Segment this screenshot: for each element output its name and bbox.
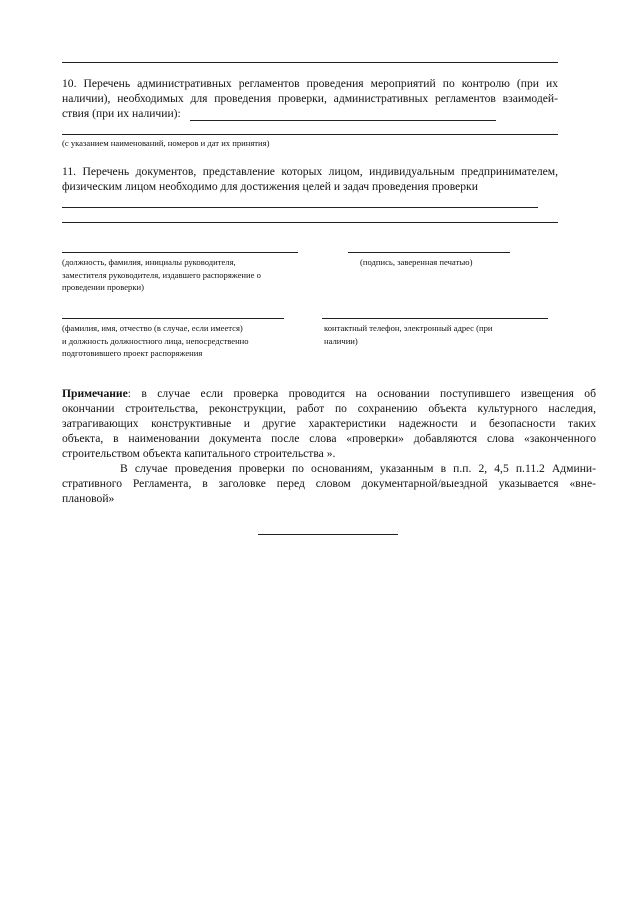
- note-block: [62, 386, 596, 506]
- section-10-line-2: наличии), необходимых для проведения проверки, административных регламентов взаимодей-: [62, 92, 558, 105]
- note-p2-line-3: плановой»: [62, 492, 115, 505]
- official-caption: [62, 322, 312, 360]
- section-10-blank-line: [62, 134, 558, 135]
- section-11-line-1: 11. Перечень документов, представление которых лицом, индивидуальным предпринимателем,: [62, 165, 558, 178]
- stamp-signature-line: [348, 252, 510, 253]
- sign-caption: (подпись, заверенная печатью): [360, 257, 473, 267]
- top-blank-line: [62, 62, 558, 63]
- note-p2-line-2: стративного Регламента, в заголовке перед словом документарной/выездной указывается «вне-: [62, 477, 596, 490]
- section-10-line-3: ствия (при их наличии):: [62, 107, 181, 120]
- head-signature-line: [62, 252, 298, 253]
- note-line-5: строительством объекта капитального строительства ».: [62, 447, 336, 460]
- end-rule: [258, 534, 398, 535]
- section-11-text: [62, 164, 558, 194]
- note-label: Примечание: [62, 387, 128, 400]
- head-caption-line-2: заместителя руководителя, издавшего распоряжение о: [62, 269, 261, 280]
- contact-line: [322, 318, 548, 319]
- section-11-line-2: физическим лицом необходимо для достижения целей и задач проведения проверки: [62, 180, 478, 193]
- note-line-4: объекта, в наименовании документа после слова «проверки» добавляются слова «законченного: [62, 432, 596, 445]
- official-caption-line-2: и должность должностного лица, непосредственно: [62, 335, 249, 346]
- official-caption-line-1: (фамилия, имя, отчество (в случае, если имеется): [62, 323, 243, 333]
- note-line-1: [62, 386, 596, 401]
- contact-caption-line-2: наличии): [324, 335, 358, 346]
- contact-caption: [324, 322, 564, 347]
- note-p2-line-1: В случае проведения проверки по основаниям, указанным в п.п. 2, 4,5 п.11.2 Админи-: [120, 462, 596, 475]
- head-caption-line-3: проведении проверки): [62, 282, 144, 292]
- section-10-text: [62, 76, 558, 121]
- head-caption-line-1: (должность, фамилия, инициалы руководителя,: [62, 257, 236, 267]
- section-10-line-1: 10. Перечень административных регламентов проведения мероприятий по контролю (при их: [62, 77, 558, 90]
- section-10-inline-blank: [190, 120, 496, 121]
- section-10-caption: (с указанием наименований, номеров и дат их принятия): [62, 138, 270, 148]
- contact-caption-line-1: контактный телефон, электронный адрес (при: [324, 323, 493, 333]
- head-caption: [62, 256, 312, 294]
- section-11-blank-line-1: [62, 207, 538, 208]
- note-line-2: окончании строительства, реконструкции, работ по сохранению объекта культурного наследия,: [62, 402, 596, 415]
- official-caption-line-3: подготовившего проект распоряжения: [62, 348, 203, 358]
- note-line-1-text: : в случае если проверка проводится на основании поступившего извещения об: [127, 387, 596, 400]
- note-line-3: затрагивающих конструктивные и другие характеристики надежности и безопасности таких: [62, 417, 596, 430]
- section-11-blank-line-2: [62, 222, 558, 223]
- official-name-line: [62, 318, 284, 319]
